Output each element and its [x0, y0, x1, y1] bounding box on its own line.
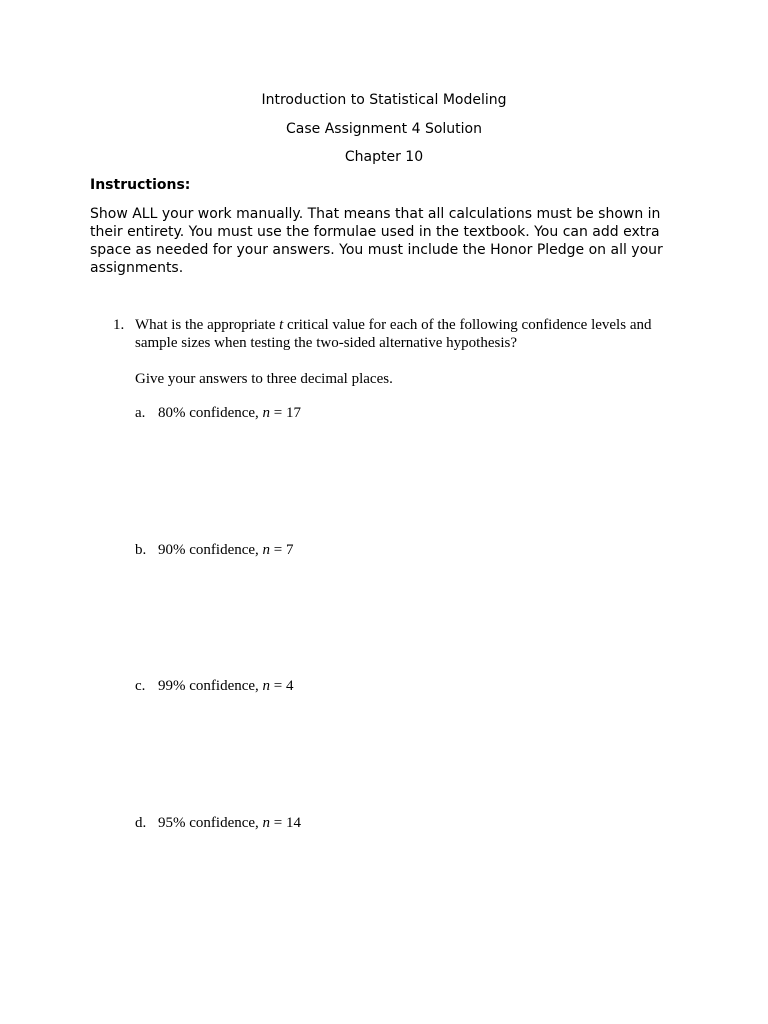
sub-question-letter: a.: [135, 405, 146, 421]
sub-question-label: 90% confidence,: [158, 542, 263, 558]
n-symbol: n: [262, 405, 271, 421]
sub-question-label: 80% confidence,: [158, 405, 263, 421]
t-symbol: t: [279, 317, 284, 333]
sub-question-value: = 7: [270, 542, 294, 558]
instructions-paragraph: Show ALL your work manually. That means that all calculations must be shown in their entirety. You must use the formulae used in the textbook. You can add extra space as needed for your answers. You must include the Honor Pledge on all your assignments.: [90, 206, 663, 276]
sub-question-c: [135, 677, 294, 695]
document-title: Introduction to Statistical Modeling: [261, 92, 507, 108]
sub-question-value: = 14: [270, 815, 302, 831]
n-symbol: n: [262, 815, 271, 831]
sub-question-d: [135, 814, 301, 832]
n-symbol: n: [262, 678, 271, 694]
question-text: [135, 316, 675, 352]
sub-question-letter: c.: [135, 678, 146, 694]
question-number: 1.: [113, 317, 125, 333]
instructions-heading: Instructions:: [90, 177, 191, 193]
document-chapter: Chapter 10: [344, 149, 424, 165]
sub-question-value: = 17: [270, 405, 302, 421]
question-text-start: What is the appropriate: [135, 317, 280, 333]
sub-question-label: 95% confidence,: [158, 815, 263, 831]
sub-question-a: [135, 404, 301, 422]
question-text-end: critical value for each of the following confidence levels and sample sizes when testing the two-sided alternative hypothesis?: [135, 317, 652, 351]
question-note: Give your answers to three decimal places.: [135, 371, 393, 387]
sub-question-label: 99% confidence,: [158, 678, 263, 694]
sub-question-letter: d.: [135, 815, 147, 831]
sub-question-b: [135, 541, 294, 559]
n-symbol: n: [262, 542, 271, 558]
sub-question-value: = 4: [270, 678, 294, 694]
sub-question-letter: b.: [135, 542, 147, 558]
document-subtitle: Case Assignment 4 Solution: [286, 121, 482, 137]
